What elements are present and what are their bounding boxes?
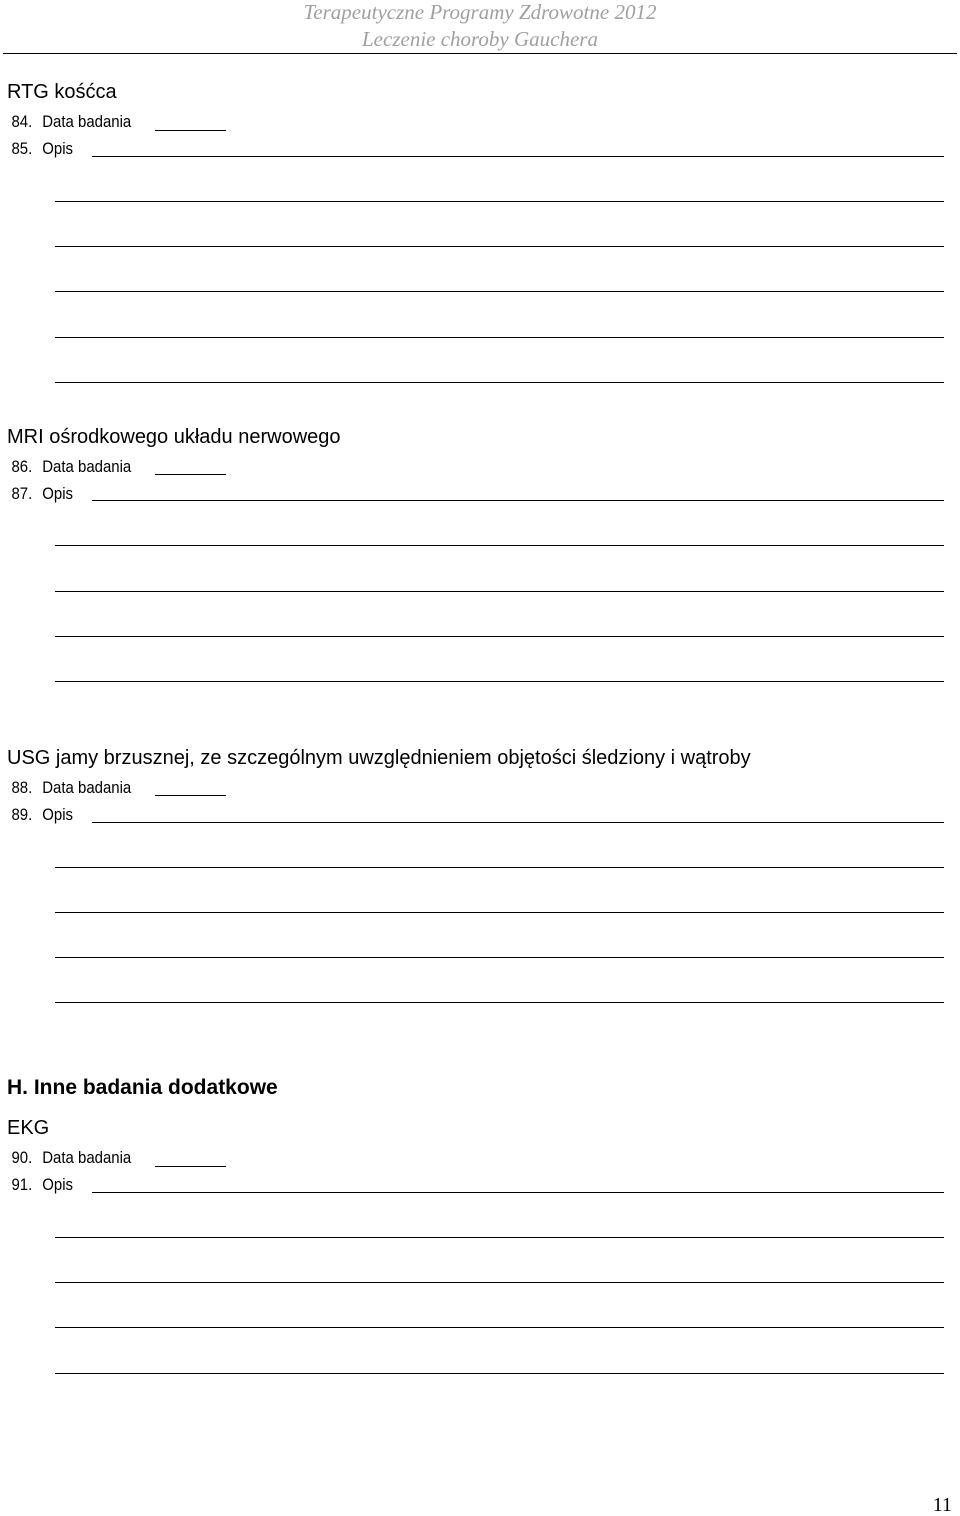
desc-input-line[interactable]: [92, 500, 944, 501]
desc-label: Opis: [42, 805, 74, 824]
desc-input-line[interactable]: [55, 337, 944, 338]
date-input-line-88[interactable]: [155, 795, 226, 796]
desc-label: Opis: [42, 139, 74, 158]
desc-input-line[interactable]: [55, 1327, 944, 1328]
date-input-line-90[interactable]: [155, 1166, 226, 1167]
chapter-heading: H. Inne badania dodatkowe: [7, 1076, 278, 1099]
desc-input-line[interactable]: [55, 201, 944, 202]
section-title-ekg: EKG: [7, 1117, 50, 1139]
date-input-line-84[interactable]: [155, 130, 226, 131]
desc-input-line[interactable]: [55, 382, 944, 383]
desc-input-line[interactable]: [55, 867, 944, 868]
desc-input-line[interactable]: [55, 681, 944, 682]
desc-input-line[interactable]: [92, 156, 944, 157]
header-program-subtitle: Leczenie choroby Gauchera: [362, 27, 598, 51]
desc-input-line[interactable]: [55, 246, 944, 247]
desc-input-line[interactable]: [92, 1192, 944, 1193]
page-number: 11: [932, 1494, 952, 1516]
section-title-mri: MRI ośrodkowego układu nerwowego: [7, 426, 341, 448]
desc-input-line[interactable]: [55, 1002, 944, 1003]
item-number: 88.: [11, 778, 33, 797]
desc-input-line[interactable]: [55, 912, 944, 913]
item-number: 85.: [11, 139, 33, 158]
desc-input-line[interactable]: [55, 1373, 944, 1374]
item-number: 84.: [11, 112, 33, 131]
desc-input-line[interactable]: [55, 1237, 944, 1238]
header-program-title: Terapeutyczne Programy Zdrowotne 2012: [303, 0, 657, 24]
desc-label: Opis: [42, 1175, 74, 1194]
desc-input-line[interactable]: [92, 822, 944, 823]
desc-label: Opis: [42, 484, 74, 503]
section-title-rtg: RTG kośćca: [7, 81, 117, 103]
desc-input-line[interactable]: [55, 591, 944, 592]
item-number: 86.: [11, 457, 33, 476]
item-number: 90.: [11, 1148, 33, 1167]
date-label: Data badania: [42, 1148, 132, 1167]
item-number: 87.: [11, 484, 33, 503]
date-label: Data badania: [42, 112, 132, 131]
section-title-usg: USG jamy brzusznej, ze szczególnym uwzględnieniem objętości śledziony i wątroby: [7, 747, 751, 769]
desc-input-line[interactable]: [55, 545, 944, 546]
header-divider: [3, 53, 957, 54]
desc-input-line[interactable]: [55, 636, 944, 637]
date-label: Data badania: [42, 778, 132, 797]
desc-input-line[interactable]: [55, 1282, 944, 1283]
desc-input-line[interactable]: [55, 291, 944, 292]
date-input-line-86[interactable]: [155, 474, 226, 475]
desc-input-line[interactable]: [55, 957, 944, 958]
item-number: 89.: [11, 805, 33, 824]
item-number: 91.: [11, 1175, 33, 1194]
date-label: Data badania: [42, 457, 132, 476]
